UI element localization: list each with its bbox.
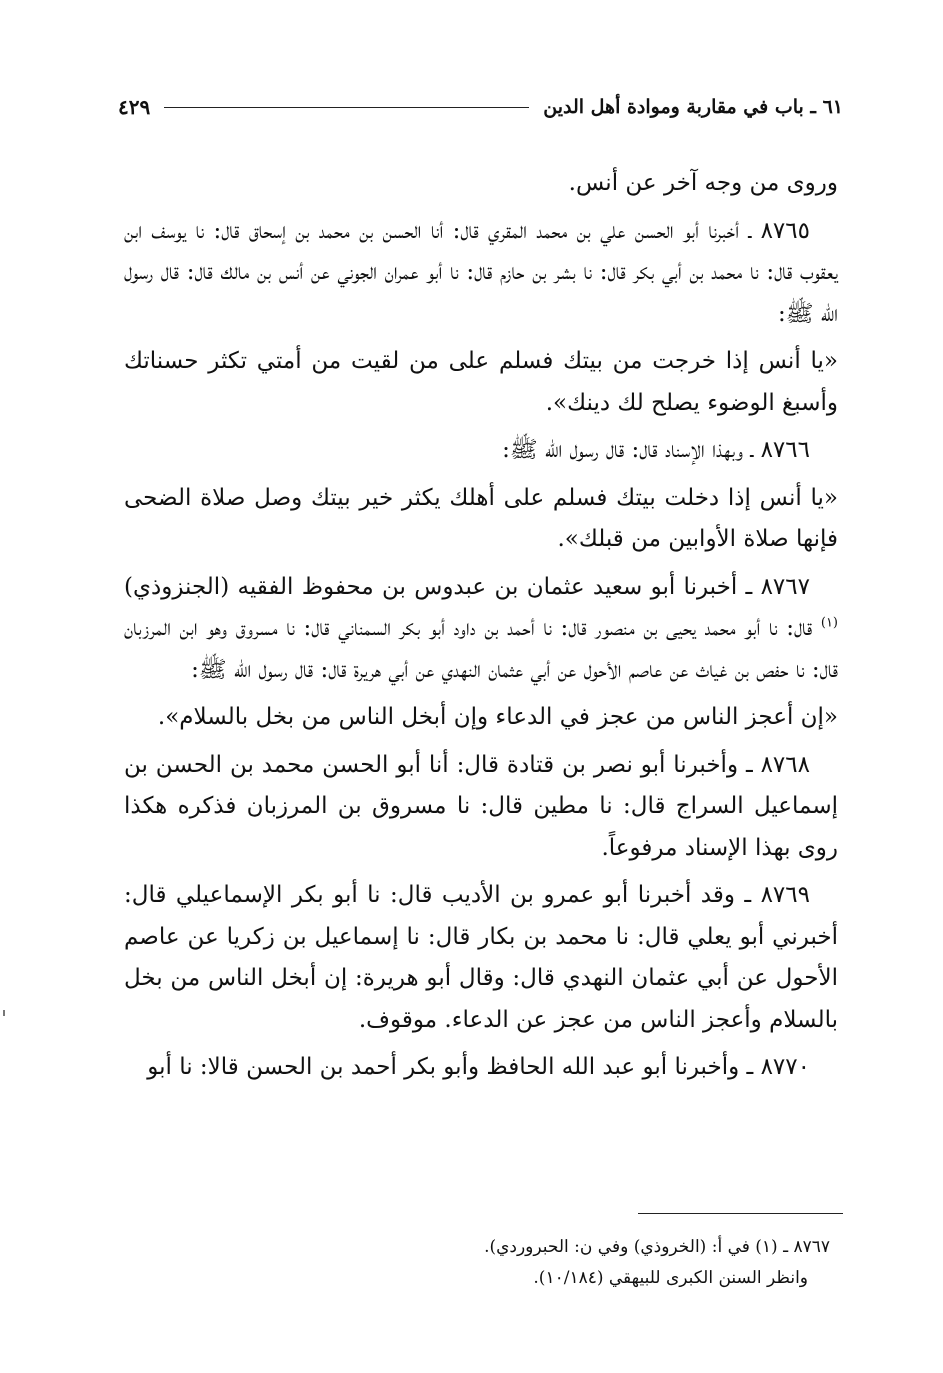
footnotes xyxy=(300,1232,830,1294)
chapter-title: ٦١ ـ باب في مقاربة وموادة أهل الدين xyxy=(543,96,843,118)
hadith-8766-isnad: ٨٧٦٦ ـ وبهذا الإسناد قال: قال رسول الله ﷺ: xyxy=(502,437,810,463)
footnote-separator xyxy=(638,1213,843,1214)
hadith-8768: ٨٧٦٨ ـ وأخبرنا أبو نصر بن قتادة قال: أنا أبو الحسن محمد بن الحسن بن إسماعيل السراج قال: نا مطين قال: نا مسروق بن المرزبان فذكره هكذا روى بهذا الإسناد مرفوعاً. xyxy=(124,751,838,861)
footnote-1: ٨٧٦٧ ـ (١) في أ: (الخروذي) وفي ن: الحبروردي). xyxy=(484,1237,830,1257)
hadith-8767-isnad-start: ٨٧٦٧ ـ أخبرنا أبو سعيد عثمان بن عبدوس بن محفوظ الفقيه (الجنزوذي) xyxy=(124,573,810,600)
scan-artifact xyxy=(3,1010,5,1016)
page-number: ٤٢٩ xyxy=(118,95,151,119)
footnote-1-reference: وانظر السنن الكبرى للبيهقي (١٠/١٨٤). xyxy=(533,1268,808,1288)
hadith-8767-isnad-end: قال: نا أبو محمد يحيى بن منصور قال: نا أحمد بن داود أبو بكر السمناني قال: نا مسروق وهو ابن المرزبان قال: نا حفص بن غياث عن عاصم الأحول عن أبي عثمان النهدي عن أبي هريرة قال: قال رسول الله ﷺ: xyxy=(124,615,838,683)
hadith-8770: ٨٧٧٠ ـ وأخبرنا أبو عبد الله الحافظ وأبو بكر أحمد بن الحسن قالا: نا أبو xyxy=(147,1054,810,1080)
main-text xyxy=(124,163,838,1095)
hadith-8767-isnad xyxy=(124,567,838,692)
hadith-8769: ٨٧٦٩ ـ وقد أخبرنا أبو عمرو بن الأديب قال: نا أبو بكر الإسماعيلي قال: أخبرني أبو يعلي قال: نا محمد بن بكار قال: نا إسماعيل بن زكريا عن عاصم الأحول عن أبي عثمان النهدي قال: وقال أبو هريرة: إن أبخل الناس من بخل بالسلام وأعجز الناس من عجز عن الدعاء. موقوف. xyxy=(124,882,838,1033)
paragraph-intro: وروى من وجه آخر عن أنس. xyxy=(568,170,838,196)
footnote-marker: (١) xyxy=(820,615,838,631)
hadith-8767-matn: «إن أعجز الناس من عجز في الدعاء وإن أبخل الناس من بخل بالسلام». xyxy=(157,704,838,730)
running-header xyxy=(118,92,843,122)
hadith-8765-matn: «يا أنس إذا خرجت من بيتك فسلم على من لقيت من أمتي تكثر حسناتك وأسبغ الوضوء يصلح لك دينك». xyxy=(124,348,838,416)
header-rule xyxy=(164,107,529,108)
hadith-8765-isnad: ٨٧٦٥ ـ أخبرنا أبو الحسن علي بن محمد المقري قال: أنا الحسن بن محمد بن إسحاق قال: نا يوسف ابن يعقوب قال: نا محمد بن أبي بكر قال: نا بشر بن حازم قال: نا أبو عمران الجوني عن أنس بن مالك قال: قال رسول الله ﷺ: xyxy=(124,217,838,327)
hadith-8766-matn: «يا أنس إذا دخلت بيتك فسلم على أهلك يكثر خير بيتك وصل صلاة الضحى فإنها صلاة الأوابين من قبلك». xyxy=(124,484,838,552)
